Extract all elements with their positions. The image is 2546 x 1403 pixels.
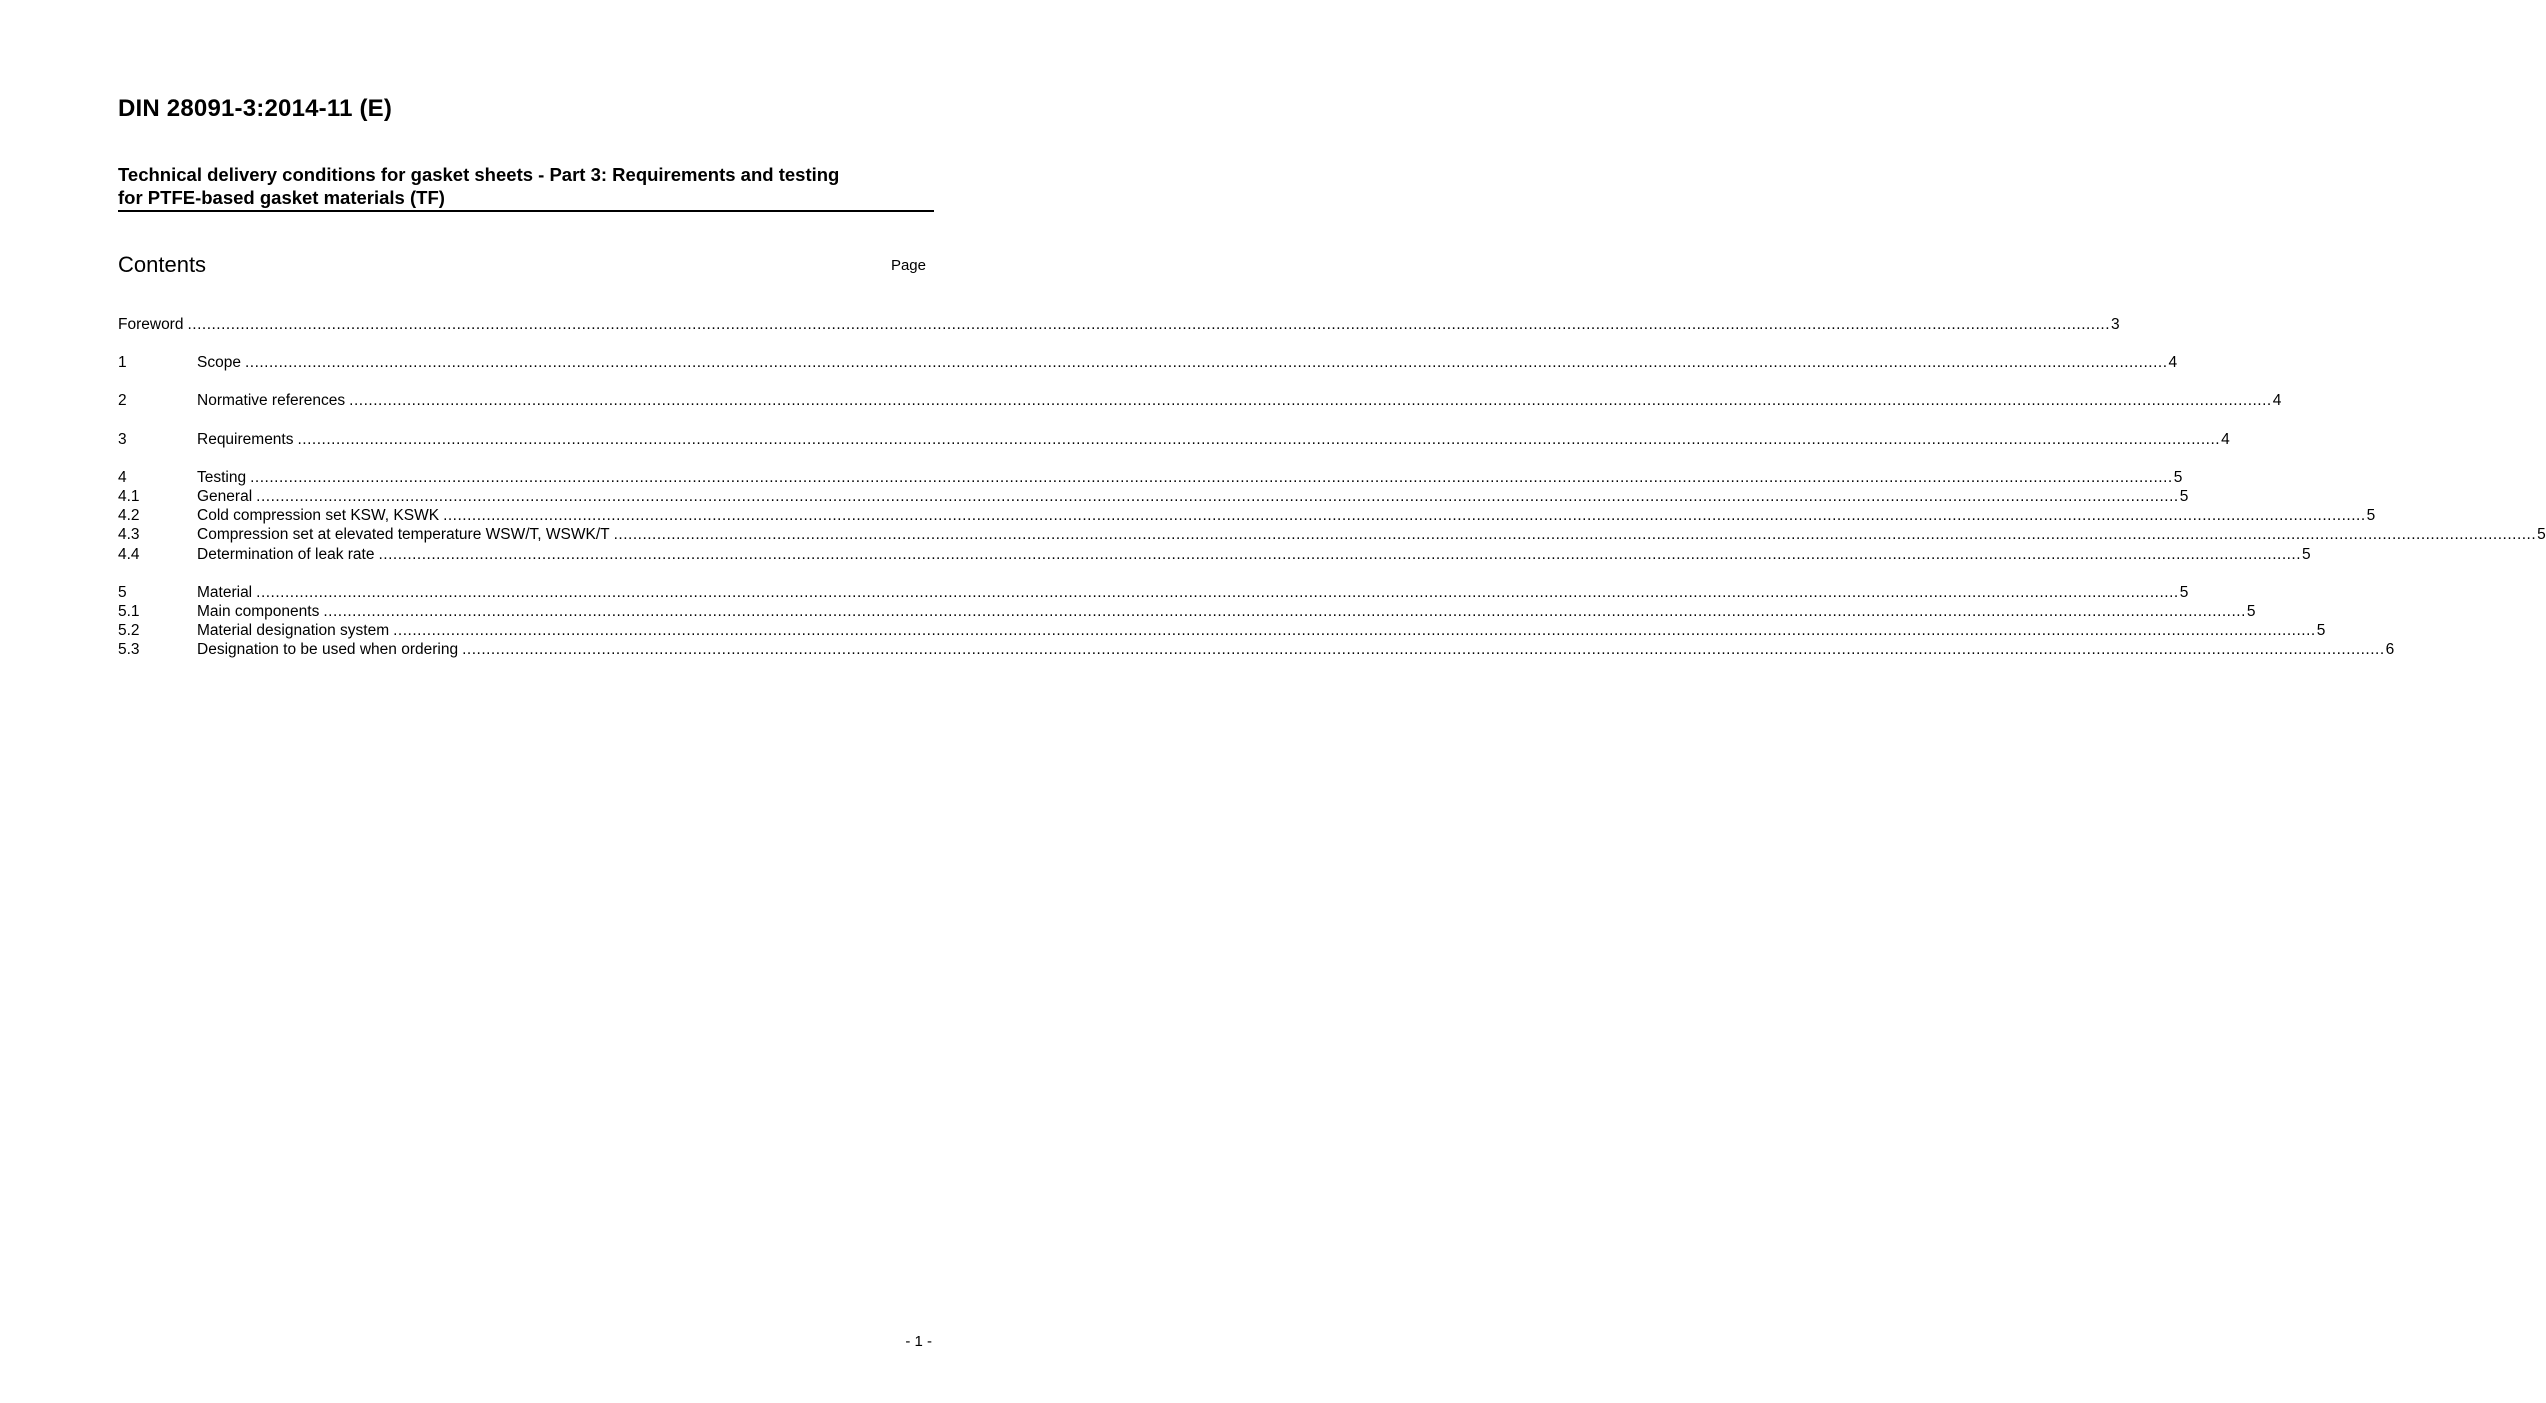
toc-dot-leader: ................................................................................................................................................................................................................................................................................................................................................................................................................ (349, 392, 2272, 409)
toc-entry-leak-rate[interactable] (118, 546, 2311, 565)
toc-entry-number: 4 (118, 469, 127, 486)
document-title-line-2: for PTFE-based gasket materials (TF) (118, 187, 445, 208)
toc-entry-title: Cold compression set KSW, KSWK (197, 507, 440, 524)
contents-heading: Contents (118, 252, 207, 277)
toc-dot-leader: ................................................................................................................................................................................................................................................................................................................................................................................................................ (250, 469, 2173, 486)
toc-entry-title: Designation to be used when ordering (197, 641, 459, 658)
toc-entry-title: Material (197, 584, 253, 601)
toc-dot-leader: ................................................................................................................................................................................................................................................................................................................................................................................................................ (393, 622, 2316, 639)
toc-dot-leader: ................................................................................................................................................................................................................................................................................................................................................................................................................ (443, 507, 2366, 524)
toc-entry-normative-references[interactable] (118, 392, 2282, 411)
toc-entry-foreword[interactable] (118, 316, 2120, 335)
toc-entry-material-designation-system[interactable] (118, 622, 2326, 641)
document-title-line-1: Technical delivery conditions for gasket sheets - Part 3: Requirements and testing (118, 164, 840, 185)
toc-dot-leader: ................................................................................................................................................................................................................................................................................................................................................................................................................ (256, 488, 2179, 505)
toc-dot-leader: ................................................................................................................................................................................................................................................................................................................................................................................................................ (187, 316, 2111, 333)
toc-entry-title: Requirements (197, 431, 294, 448)
toc-entry-title: Determination of leak rate (197, 546, 375, 563)
toc-entry-ordering-designation[interactable] (118, 641, 2395, 660)
toc-dot-leader: ................................................................................................................................................................................................................................................................................................................................................................................................................ (462, 641, 2385, 658)
toc-entry-title: Testing (197, 469, 247, 486)
toc-entry-cold-compression-set[interactable] (118, 507, 2376, 526)
toc-entry-number: 5.2 (118, 622, 140, 639)
toc-entry-requirements[interactable] (118, 431, 2230, 450)
toc-dot-leader: ................................................................................................................................................................................................................................................................................................................................................................................................................ (244, 354, 2168, 371)
toc-dot-leader: ................................................................................................................................................................................................................................................................................................................................................................................................................ (297, 431, 2221, 448)
toc-entry-title: Scope (197, 354, 241, 371)
toc-entry-page: 5 (2173, 469, 2183, 486)
toc-entry-title: Main components (197, 603, 320, 620)
toc-entry-number: 5.3 (118, 641, 140, 658)
toc-entry-main-components[interactable] (118, 603, 2256, 622)
toc-entry-page: 5 (2316, 622, 2326, 639)
toc-entry-number: 4.1 (118, 488, 140, 505)
toc-entry-number: 4.3 (118, 526, 140, 543)
toc-entry-number: 4.2 (118, 507, 140, 524)
toc-entry-material[interactable] (118, 584, 2189, 603)
toc-entry-scope[interactable] (118, 354, 2178, 373)
toc-entry-testing[interactable] (118, 469, 2183, 488)
page-column-heading: Page (890, 257, 926, 274)
toc-entry-number: 4.4 (118, 546, 140, 563)
toc-entry-number: 1 (118, 354, 127, 371)
toc-entry-title: Normative references (197, 392, 346, 409)
toc-entry-number: 5 (118, 584, 127, 601)
toc-entry-page: 5 (2179, 584, 2189, 601)
document-id: DIN 28091-3:2014-11 (E) (118, 95, 393, 122)
toc-entry-page: 5 (2302, 546, 2311, 563)
toc-entry-page: 4 (2168, 354, 2178, 371)
document-title (118, 163, 918, 209)
toc-entry-page: 4 (2272, 392, 2282, 409)
toc-entry-compression-set-elevated-temperature[interactable] (118, 526, 2546, 545)
title-divider (118, 210, 934, 212)
toc-entry-page: 5 (2179, 488, 2189, 505)
toc-entry-page: 6 (2385, 641, 2395, 658)
toc-entry-number: 5.1 (118, 603, 140, 620)
toc-dot-leader: ................................................................................................................................................................................................................................................................................................................................................................................................................ (323, 603, 2246, 620)
toc-entry-page: 3 (2111, 316, 2120, 333)
toc-entry-page: 5 (2246, 603, 2256, 620)
toc-entry-number: 2 (118, 392, 127, 409)
toc-entry-page: 4 (2221, 431, 2230, 448)
toc-entry-page: 5 (2366, 507, 2376, 524)
toc-dot-leader: ................................................................................................................................................................................................................................................................................................................................................................................................................ (256, 584, 2179, 601)
toc-dot-leader: ................................................................................................................................................................................................................................................................................................................................................................................................................ (613, 526, 2537, 543)
toc-entry-title: General (197, 488, 253, 505)
page-number: - 1 - (905, 1333, 932, 1350)
toc-entry-page: 5 (2537, 526, 2546, 543)
toc-entry-title: Material designation system (197, 622, 390, 639)
toc-dot-leader: ................................................................................................................................................................................................................................................................................................................................................................................................................ (378, 546, 2302, 563)
toc-entry-number: 3 (118, 431, 127, 448)
toc-entry-general[interactable] (118, 488, 2189, 507)
toc-entry-title: Compression set at elevated temperature WSW/T, WSWK/T (197, 526, 610, 543)
toc-entry-title: Foreword (118, 316, 184, 333)
